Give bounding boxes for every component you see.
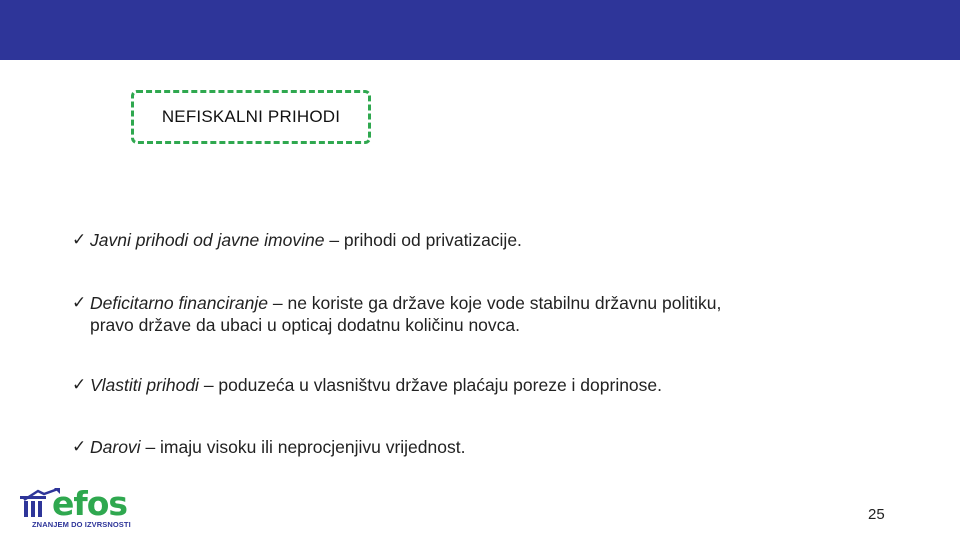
- bullet-body: [90, 229, 522, 251]
- bullet-term: Darovi: [90, 437, 141, 457]
- bullet-item: [72, 374, 812, 396]
- bullet-body: [90, 374, 662, 396]
- bullet-item: [72, 436, 812, 458]
- check-icon: ✓: [72, 437, 87, 457]
- check-icon: ✓: [72, 293, 87, 313]
- bullet-text: – ne koriste ga države koje vode stabilnu državnu politiku, pravo države da ubaci u opticaj dodatnu količinu novca.: [90, 293, 722, 335]
- header-bar: [0, 0, 960, 60]
- bullet-term: Javni prihodi od javne imovine: [90, 230, 325, 250]
- bullet-item: [72, 229, 812, 251]
- title-box: [131, 90, 371, 144]
- check-icon: ✓: [72, 375, 87, 395]
- page-number: 25: [868, 506, 885, 523]
- bullet-term: Vlastiti prihodi: [90, 375, 199, 395]
- check-icon: ✓: [72, 230, 87, 250]
- logo-tagline: ZNANJEM DO IZVRSNOSTI: [32, 520, 131, 529]
- bullet-body: [90, 292, 760, 336]
- logo-wordmark: efos: [52, 484, 128, 523]
- slide-title: NEFISKALNI PRIHODI: [161, 107, 341, 126]
- bullet-item: [72, 292, 812, 336]
- bullet-text: – prihodi od privatizacije.: [324, 230, 522, 250]
- bullet-text: – poduzeća u vlasništvu države plaćaju poreze i doprinose.: [198, 375, 663, 395]
- bullet-term: Deficitarno financiranje: [90, 293, 269, 313]
- bullet-body: [90, 436, 465, 458]
- bullet-text: – imaju visoku ili neprocjenjivu vrijednost.: [140, 437, 466, 457]
